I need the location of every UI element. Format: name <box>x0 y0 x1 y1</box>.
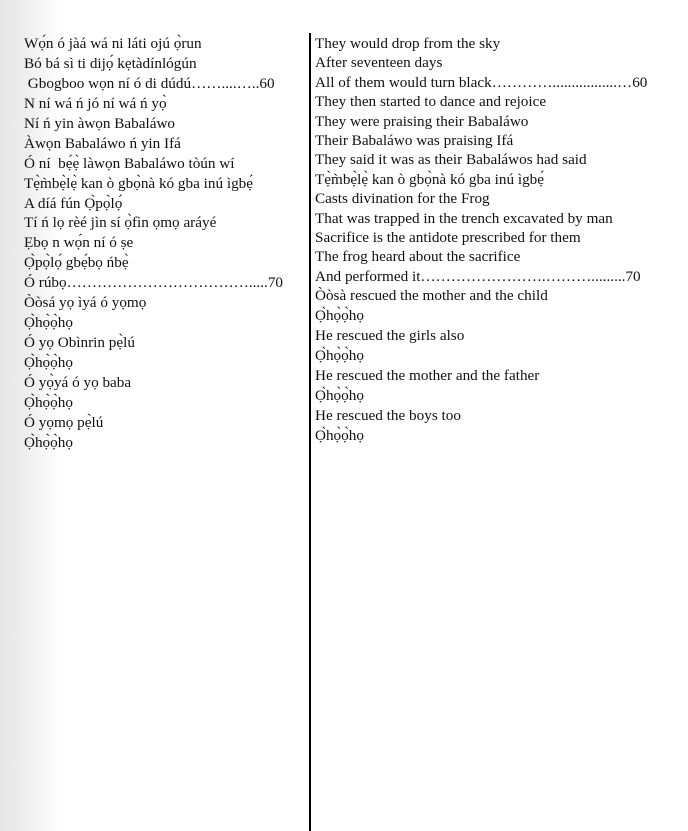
yoruba-line: Àwọn Babaláwo ń yin Ifá <box>24 134 181 152</box>
english-line: Ọ̀họ̀ọ̀họ <box>315 427 364 445</box>
yoruba-line: Gbogboo wọn ní ó di dúdú……....…..60 <box>24 74 275 92</box>
english-line: Tẹ̀m̀bẹ̀lẹ̀ kan ò gbọ̀nà kó gba inú ìgbẹ́ <box>315 170 545 188</box>
yoruba-line: Tẹ̀m̀bẹ̀lẹ̀ kan ò gbọ̀nà kó gba inú ìgbẹ́ <box>24 174 254 192</box>
english-translation-column <box>315 34 680 446</box>
yoruba-line: Wọ́n ó jàá wá ni láti ojú ọ̀run <box>24 35 202 52</box>
yoruba-line: Ó rúbọ……………………………….....70 <box>24 274 284 292</box>
english-line: And performed it…………………….……….........70 <box>315 267 641 285</box>
english-line: The frog heard about the sacrifice <box>315 248 521 266</box>
column-divider <box>309 33 311 831</box>
english-line: He rescued the girls also <box>315 327 465 345</box>
yoruba-line: Ó ní bẹ́ẹ̀ làwọn Babaláwo tòún wí <box>24 154 235 172</box>
english-line: He rescued the mother and the father <box>315 367 540 385</box>
english-line: After seventeen days <box>315 54 443 72</box>
english-line: They then started to dance and rejoice <box>315 93 547 111</box>
yoruba-line: Tí ń lọ rèé jìn sí ọ̀fìn ọmọ aráyé <box>24 214 217 232</box>
yoruba-line: A díá fún Ọ̀pọ̀lọ́ <box>24 194 123 212</box>
yoruba-line: Ẹbọ n wọ́n ní ó ṣe <box>24 234 134 252</box>
english-line: Their Babaláwo was praising Ifá <box>315 131 514 149</box>
yoruba-line: Bó bá sì ti dijọ́ kẹtàdínlógún <box>24 54 197 72</box>
yoruba-line: Ó yọmọ pẹ̀lú <box>24 413 104 431</box>
yoruba-verse-column <box>24 34 304 453</box>
english-line: Casts divination for the Frog <box>315 190 490 208</box>
english-line: Sacrifice is the antidote prescribed for them <box>315 228 581 246</box>
yoruba-line: Ọ̀pọ̀lọ́ gbẹ́bọ ńbẹ̀ <box>24 254 129 272</box>
english-line: They were praising their Babaláwo <box>315 112 529 130</box>
english-line: Ọ̀họ̀ọ̀họ <box>315 307 364 325</box>
yoruba-line: N ní wá ń jó ní wá ń yọ̀ <box>24 94 167 112</box>
english-line: All of them would turn black………….................…60 <box>315 73 648 91</box>
english-line: He rescued the boys too <box>315 407 461 425</box>
yoruba-line: Ọ̀họ̀ọ̀họ <box>24 354 73 371</box>
yoruba-line: Ní ń yin àwọn Babaláwo <box>24 114 175 132</box>
english-line: Ọ̀họ̀ọ̀họ <box>315 387 364 405</box>
english-line: Ọ̀họ̀ọ̀họ <box>315 347 364 365</box>
english-line: That was trapped in the trench excavated by man <box>315 209 613 227</box>
yoruba-line: Ó yọ̀yá ó yọ baba <box>24 373 132 391</box>
english-line: They would drop from the sky <box>315 35 501 52</box>
yoruba-line: Ọ̀họ̀ọ̀họ <box>24 433 73 451</box>
yoruba-line: Ó yọ Obìnrin pẹ̀lú <box>24 334 135 352</box>
yoruba-line: Ọ̀họ̀ọ̀họ <box>24 314 73 332</box>
yoruba-line: Ọ̀họ̀ọ̀họ <box>24 393 73 411</box>
english-line: They said it was as their Babaláwos had said <box>315 151 587 169</box>
yoruba-line: Òòsá yọ ìyá ó yọmọ <box>24 294 147 312</box>
english-line: Òòsà rescued the mother and the child <box>315 287 548 305</box>
